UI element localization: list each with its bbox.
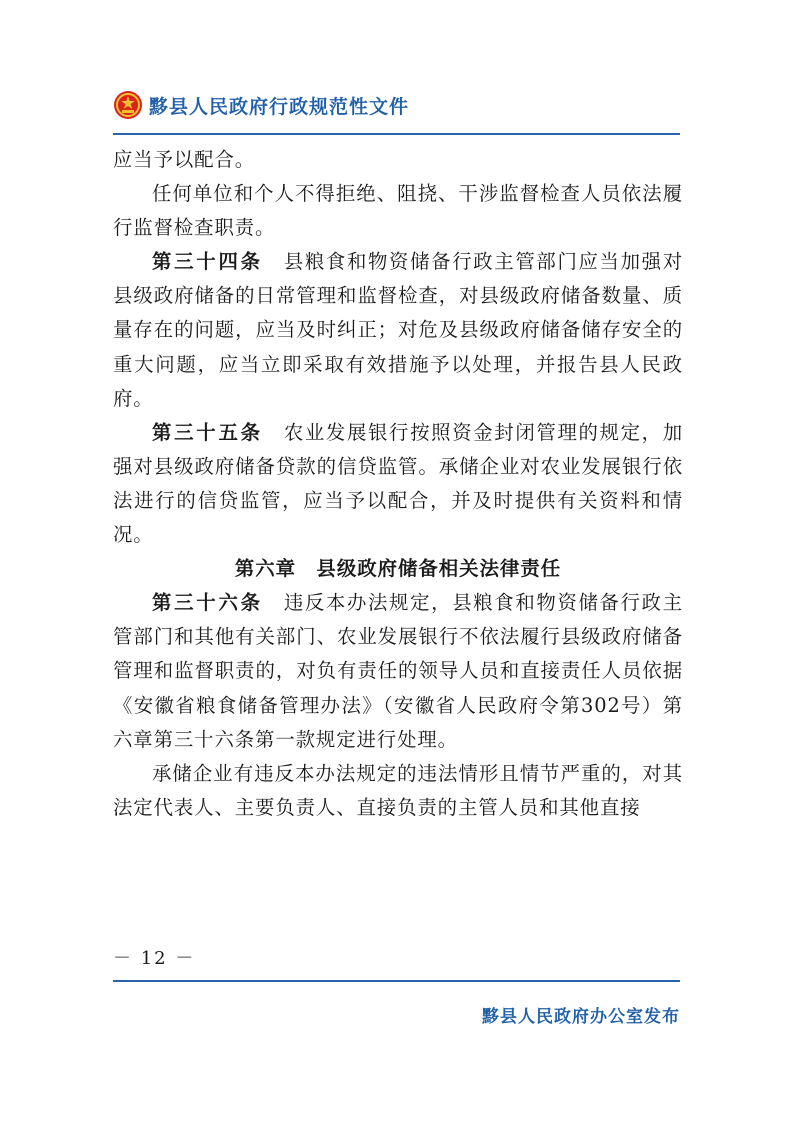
article-label: 第三十四条 (152, 250, 263, 274)
article-34 (113, 245, 683, 415)
article-36 (113, 586, 683, 756)
page-number: － 12 － (113, 948, 196, 969)
footer-publisher: 黟县人民政府办公室发布 (482, 1007, 680, 1027)
article-text: 县粮食和物资储备行政主管部门应当加强对县级政府储备的日常管理和监督检查，对县级政府储备数量、质量存在的问题，应当及时纠正；对危及县级政府储备储存安全的重大问题，应当立即采取有效措施予以处理，并报告县人民政府。 (113, 250, 683, 410)
document-body (113, 143, 683, 825)
article-35 (113, 416, 683, 552)
document-header (113, 88, 680, 128)
article-label: 第三十六条 (152, 591, 263, 615)
article-text: 农业发展银行按照资金封闭管理的规定，加强对县级政府储备贷款的信贷监管。承储企业对农业发展银行依法进行的信贷监管，应当予以配合，并及时提供有关资料和情况。 (113, 420, 683, 547)
header-divider (113, 133, 680, 135)
chapter-heading: 第六章 县级政府储备相关法律责任 (234, 557, 562, 581)
document-series-title: 黟县人民政府行政规范性文件 (149, 96, 410, 118)
paragraph: 应当予以配合。 (113, 148, 256, 171)
article-text: 违反本办法规定，县粮食和物资储备行政主管部门和其他有关部门、农业发展银行不依法履行县级政府储备管理和监督职责的，对负有责任的领导人员和直接责任人员依据《安徽省粮食储备管理办法》（安徽省人民政府令第302号）第六章第三十六条第一款规定进行处理。 (113, 591, 683, 751)
article-label: 第三十五条 (152, 420, 263, 444)
paragraph: 承储企业有违反本办法规定的违法情形且情节严重的，对其法定代表人、主要负责人、直接负责的主管人员和其他直接 (113, 761, 683, 819)
footer-divider (113, 980, 680, 982)
paragraph: 任何单位和个人不得拒绝、阻挠、干涉监督检查人员依法履行监督检查职责。 (113, 182, 683, 240)
national-emblem-icon (113, 90, 143, 120)
